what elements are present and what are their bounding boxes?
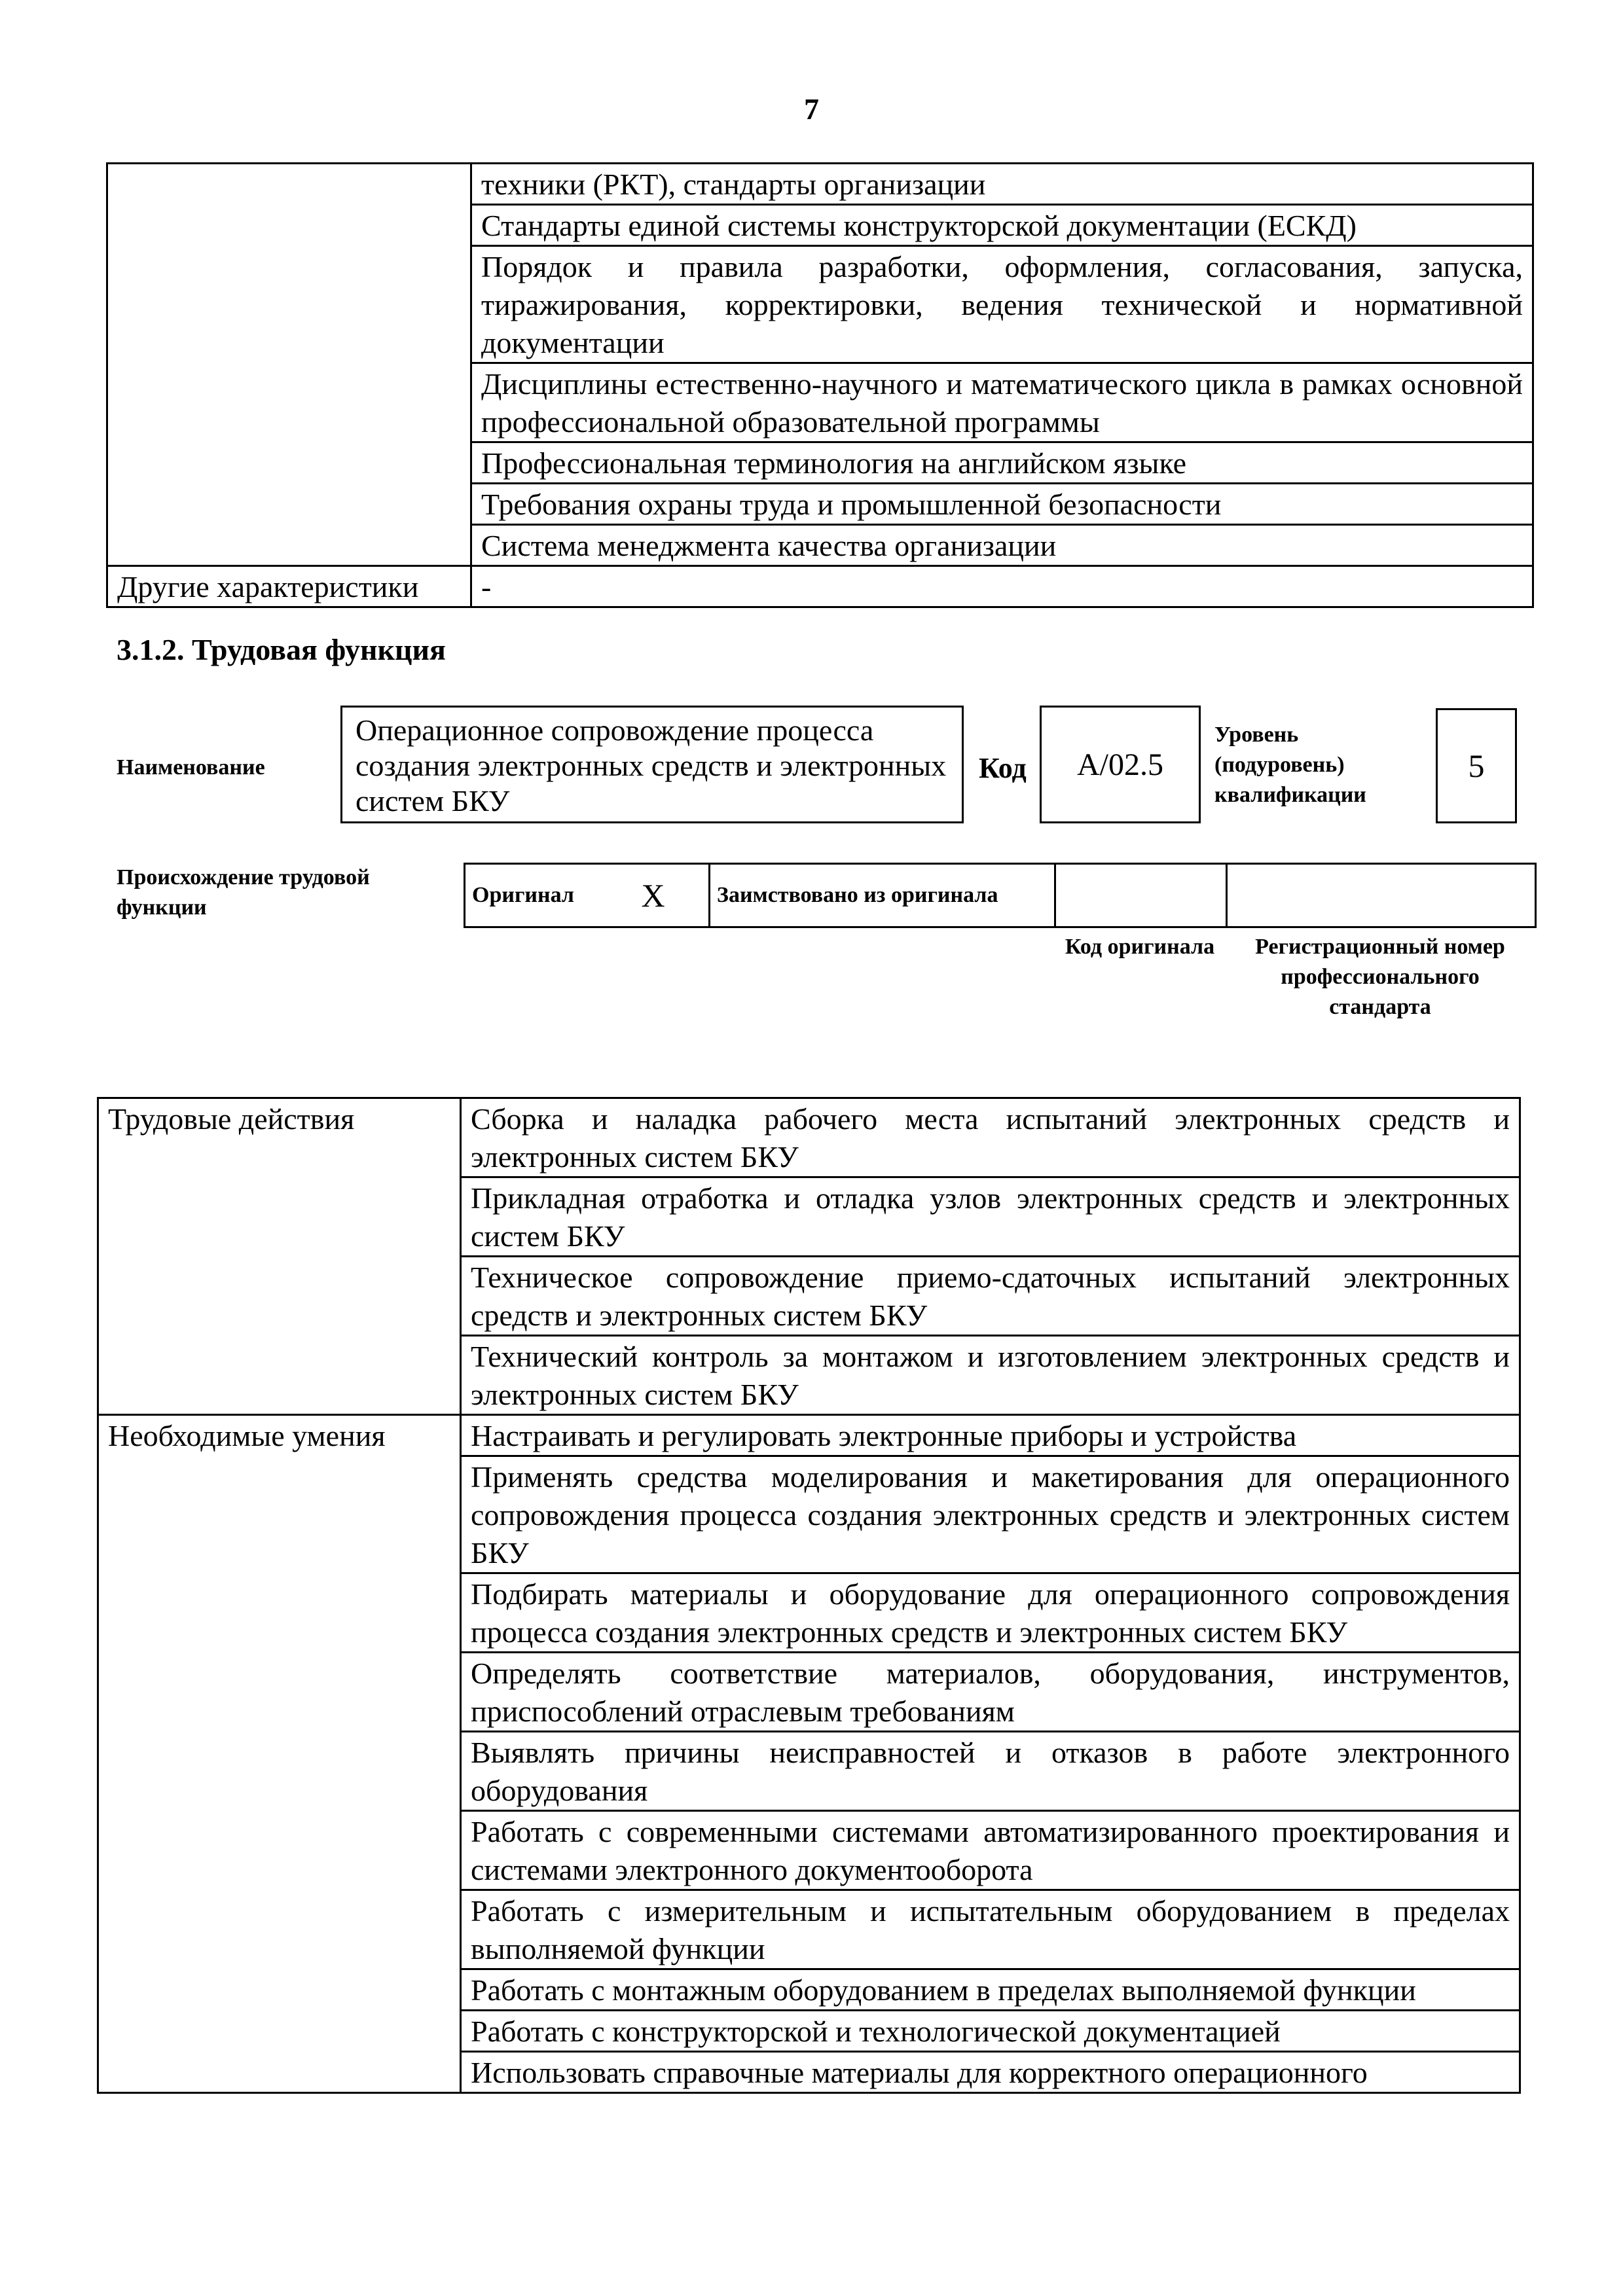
skill-item: Настраивать и регулировать электронные приборы и устройства <box>461 1415 1520 1456</box>
function-details-table <box>97 1097 1521 2094</box>
knowledge-item: техники (РКТ), стандарты организации <box>471 164 1533 205</box>
origin-label: Происхождение трудовой функции <box>117 865 370 920</box>
skill-item: Выявлять причины неисправностей и отказов в работе электронного оборудования <box>461 1732 1520 1811</box>
level-box: 5 <box>1436 708 1517 823</box>
level-label: Уровень (подуровень) квалификации <box>1214 723 1366 807</box>
skill-item: Подбирать материалы и оборудование для операционного сопровождения процесса создания электронных средств и электронных систем БКУ <box>461 1573 1520 1653</box>
knowledge-item: Профессиональная терминология на английском языке <box>471 442 1533 484</box>
skill-item: Использовать справочные материалы для корректного операционного <box>461 2052 1520 2093</box>
original-mark: X <box>635 864 710 927</box>
knowledge-item: Требования охраны труда и промышленной безопасности <box>471 484 1533 525</box>
knowledge-table <box>106 162 1534 608</box>
knowledge-item: Дисциплины естественно-научного и математического цикла в рамках основной профессиональной образовательной программы <box>471 363 1533 442</box>
knowledge-label-cell <box>107 164 471 566</box>
knowledge-item: Порядок и правила разработки, оформления, согласования, запуска, тиражирования, корректировки, ведения технической и нормативной документации <box>471 246 1533 363</box>
name-label: Наименование <box>117 755 265 780</box>
function-name-box: Операционное сопровождение процесса создания электронных средств и электронных систем БКУ <box>340 706 964 823</box>
original-code-cell <box>1055 864 1227 927</box>
skill-item: Применять средства моделирования и макетирования для операционного сопровождения процесса создания электронных средств и электронных систем БКУ <box>461 1456 1520 1573</box>
page-number: 7 <box>804 92 819 126</box>
borrowed-label: Заимствовано из оригинала <box>710 864 1055 927</box>
original-label: Оригинал <box>465 864 635 927</box>
labor-actions-label: Трудовые действия <box>98 1098 461 1415</box>
code-caption: Код оригинала <box>1065 935 1215 959</box>
skill-item: Определять соответствие материалов, оборудования, инструментов, приспособлений отраслевым требованиям <box>461 1653 1520 1732</box>
code-box: A/02.5 <box>1040 706 1201 823</box>
labor-action-item: Прикладная отработка и отладка узлов электронных средств и электронных систем БКУ <box>461 1177 1520 1257</box>
other-characteristics-value: - <box>471 566 1533 607</box>
required-skills-label: Необходимые умения <box>98 1415 461 2093</box>
skill-item: Работать с современными системами автоматизированного проектирования и системами электронного документооборота <box>461 1811 1520 1890</box>
other-characteristics-label: Другие характеристики <box>107 566 471 607</box>
labor-action-item: Технический контроль за монтажом и изготовлением электронных средств и электронных систем БКУ <box>461 1336 1520 1415</box>
origin-table <box>464 863 1537 928</box>
reg-caption: Регистрационный номер профессионального стандарта <box>1255 935 1505 1019</box>
skill-item: Работать с конструкторской и технологической документацией <box>461 2011 1520 2052</box>
skill-item: Работать с монтажным оборудованием в пределах выполняемой функции <box>461 1969 1520 2011</box>
knowledge-item: Система менеджмента качества организации <box>471 525 1533 566</box>
skill-item: Работать с измерительным и испытательным оборудованием в пределах выполняемой функции <box>461 1890 1520 1969</box>
code-label: Код <box>979 752 1027 784</box>
labor-action-item: Техническое сопровождение приемо-сдаточных испытаний электронных средств и электронных систем БКУ <box>461 1257 1520 1336</box>
knowledge-item: Стандарты единой системы конструкторской документации (ЕСКД) <box>471 205 1533 246</box>
reg-number-cell <box>1227 864 1536 927</box>
section-title: 3.1.2. Трудовая функция <box>117 633 446 666</box>
labor-action-item: Сборка и наладка рабочего места испытаний электронных средств и электронных систем БКУ <box>461 1098 1520 1177</box>
